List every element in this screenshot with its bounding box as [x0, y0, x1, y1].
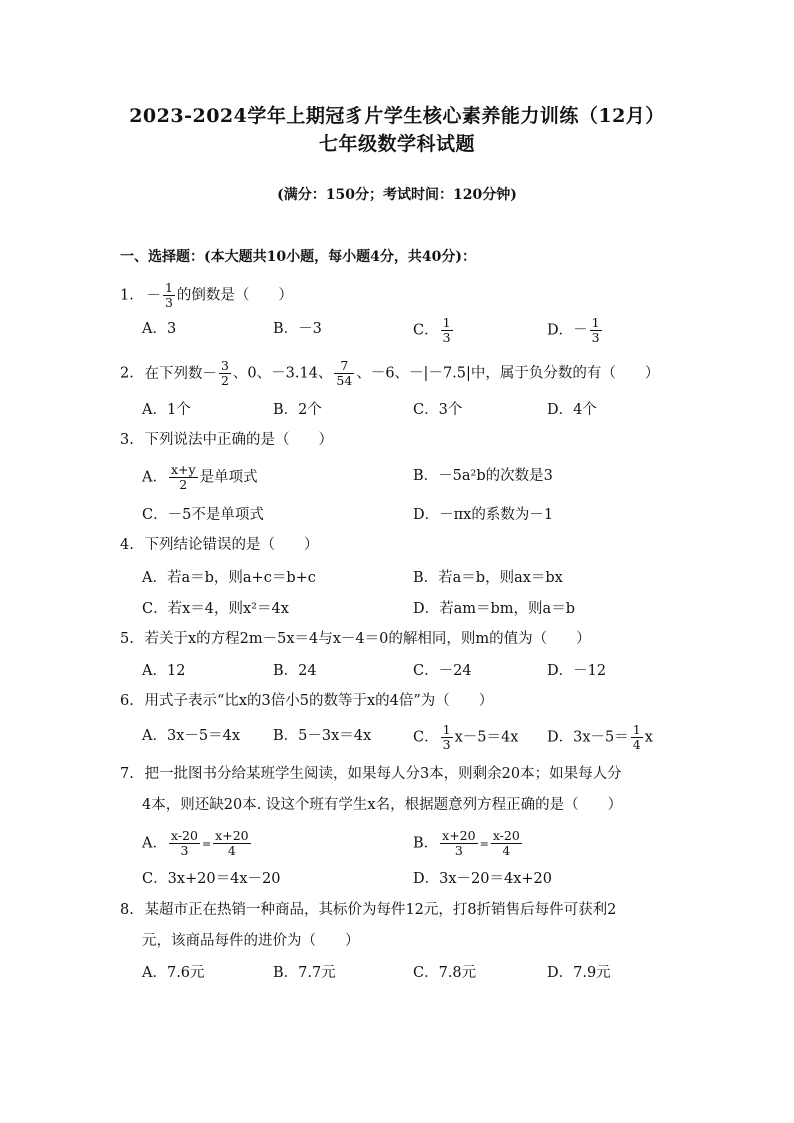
option-b: B．24 — [273, 663, 317, 679]
option-a: A．12 — [142, 663, 186, 679]
option-d: D．7.9元 — [547, 965, 611, 981]
question-7-continued: 4本，则还缺20本. 设这个班有学生x名，根据题意列方程正确的是（ ） — [142, 797, 623, 813]
question-number: 6. — [120, 693, 134, 709]
question-8-continued: 元，该商品每件的进价为（ ） — [142, 933, 360, 949]
exam-title-line2: 七年级数学科试题 — [318, 133, 475, 155]
option-a: A．7.6元 — [142, 965, 205, 981]
question-3 — [120, 428, 333, 452]
question-number: 8. — [120, 902, 134, 918]
question-1 — [120, 280, 293, 310]
question-number: 1. — [120, 287, 134, 304]
option-a: A． $\frac{x+y}{2}$ 是单项式 — [142, 462, 258, 492]
option-c: C． $\frac{1}{3}$ x－5＝4x — [413, 722, 519, 752]
question-8 — [120, 898, 616, 922]
fraction: $\frac{1}{3}$ — [164, 280, 173, 310]
option-d: D．若am＝bm，则a＝b — [413, 601, 575, 617]
option-b: B．－5a²b的次数是3 — [413, 468, 553, 484]
question-stem: 在下列数－ — [144, 365, 217, 382]
option-a: A．1个 — [142, 402, 191, 418]
option-d: D．3x－20＝4x+20 — [413, 871, 552, 887]
question-2: 2. 在下列数－ $\frac{3}{2}$ 、0、－3.14、 $\frac{7}{54}$ 、－6、－|－7.5|中，属于负分数的有（ ） — [120, 358, 660, 388]
section-heading: 一、选择题：(本大题共10小题，每小题4分，共40分)： — [120, 249, 476, 265]
option-d: D．4个 — [547, 402, 597, 418]
option-c: C．7.8元 — [413, 965, 477, 981]
question-7 — [120, 762, 622, 786]
option-a: A．若a＝b，则a+c＝b+c — [142, 570, 316, 586]
option-b: B．5－3x＝4x — [273, 728, 372, 744]
question-stem: 下列结论错误的是（ ） — [144, 537, 319, 553]
option-c: C．若x＝4，则x²＝4x — [142, 601, 289, 617]
option-b: B．－3 — [273, 321, 322, 337]
question-number: 5. — [120, 631, 134, 647]
question-stem: 的倒数是（ ） — [176, 287, 293, 304]
option-b: B．2个 — [273, 402, 322, 418]
question-stem: 下列说法中正确的是（ ） — [144, 432, 333, 448]
option-b: B． $\frac{x+20}{3}$ = $\frac{x-20}{4}$ — [413, 828, 520, 858]
question-stem: 若关于x的方程2m－5x＝4与x－4＝0的解相同，则m的值为（ ） — [144, 631, 591, 647]
question-number: 7. — [120, 766, 134, 782]
question-stem: － — [146, 287, 161, 304]
option-b: B．7.7元 — [273, 965, 336, 981]
question-5 — [120, 627, 591, 651]
option-c: C．－5不是单项式 — [142, 507, 264, 523]
option-c: C．3x+20＝4x－20 — [142, 871, 281, 887]
question-number: 3. — [120, 432, 134, 448]
question-number: 2. — [120, 365, 134, 382]
option-c: C． $\frac{1}{3}$ — [413, 315, 451, 345]
question-stem: 把一批图书分给某班学生阅读，如果每人分3本，则剩余20本；如果每人分 — [144, 766, 622, 782]
question-stem: 用式子表示“比x的3倍小5的数等于x的4倍”为（ ） — [144, 693, 494, 709]
question-6 — [120, 689, 493, 713]
option-d: D．－ $\frac{1}{3}$ — [547, 315, 600, 345]
option-a: A．3x－5＝4x — [142, 728, 241, 744]
exam-title-line1: 2023-2024学年上期冠豸片学生核心素养能力训练（12月） — [129, 105, 665, 127]
option-a: A． $\frac{x-20}{3}$ = $\frac{x+20}{4}$ — [142, 828, 249, 858]
question-number: 4. — [120, 537, 134, 553]
option-d: D．－12 — [547, 663, 607, 679]
option-d: D．3x－5＝ $\frac{1}{4}$ x — [547, 722, 653, 752]
question-stem: 某超市正在热销一种商品，其标价为每件12元，打8折销售后每件可获利2 — [144, 902, 617, 918]
option-a: A．3 — [142, 321, 177, 337]
option-c: C．3个 — [413, 402, 463, 418]
option-c: C．－24 — [413, 663, 472, 679]
exam-subtitle: (满分：150分；考试时间：120分钟) — [277, 187, 517, 203]
question-4 — [120, 533, 318, 557]
option-d: D．－πx的系数为－1 — [413, 507, 554, 523]
option-b: B．若a＝b，则ax＝bx — [413, 570, 563, 586]
